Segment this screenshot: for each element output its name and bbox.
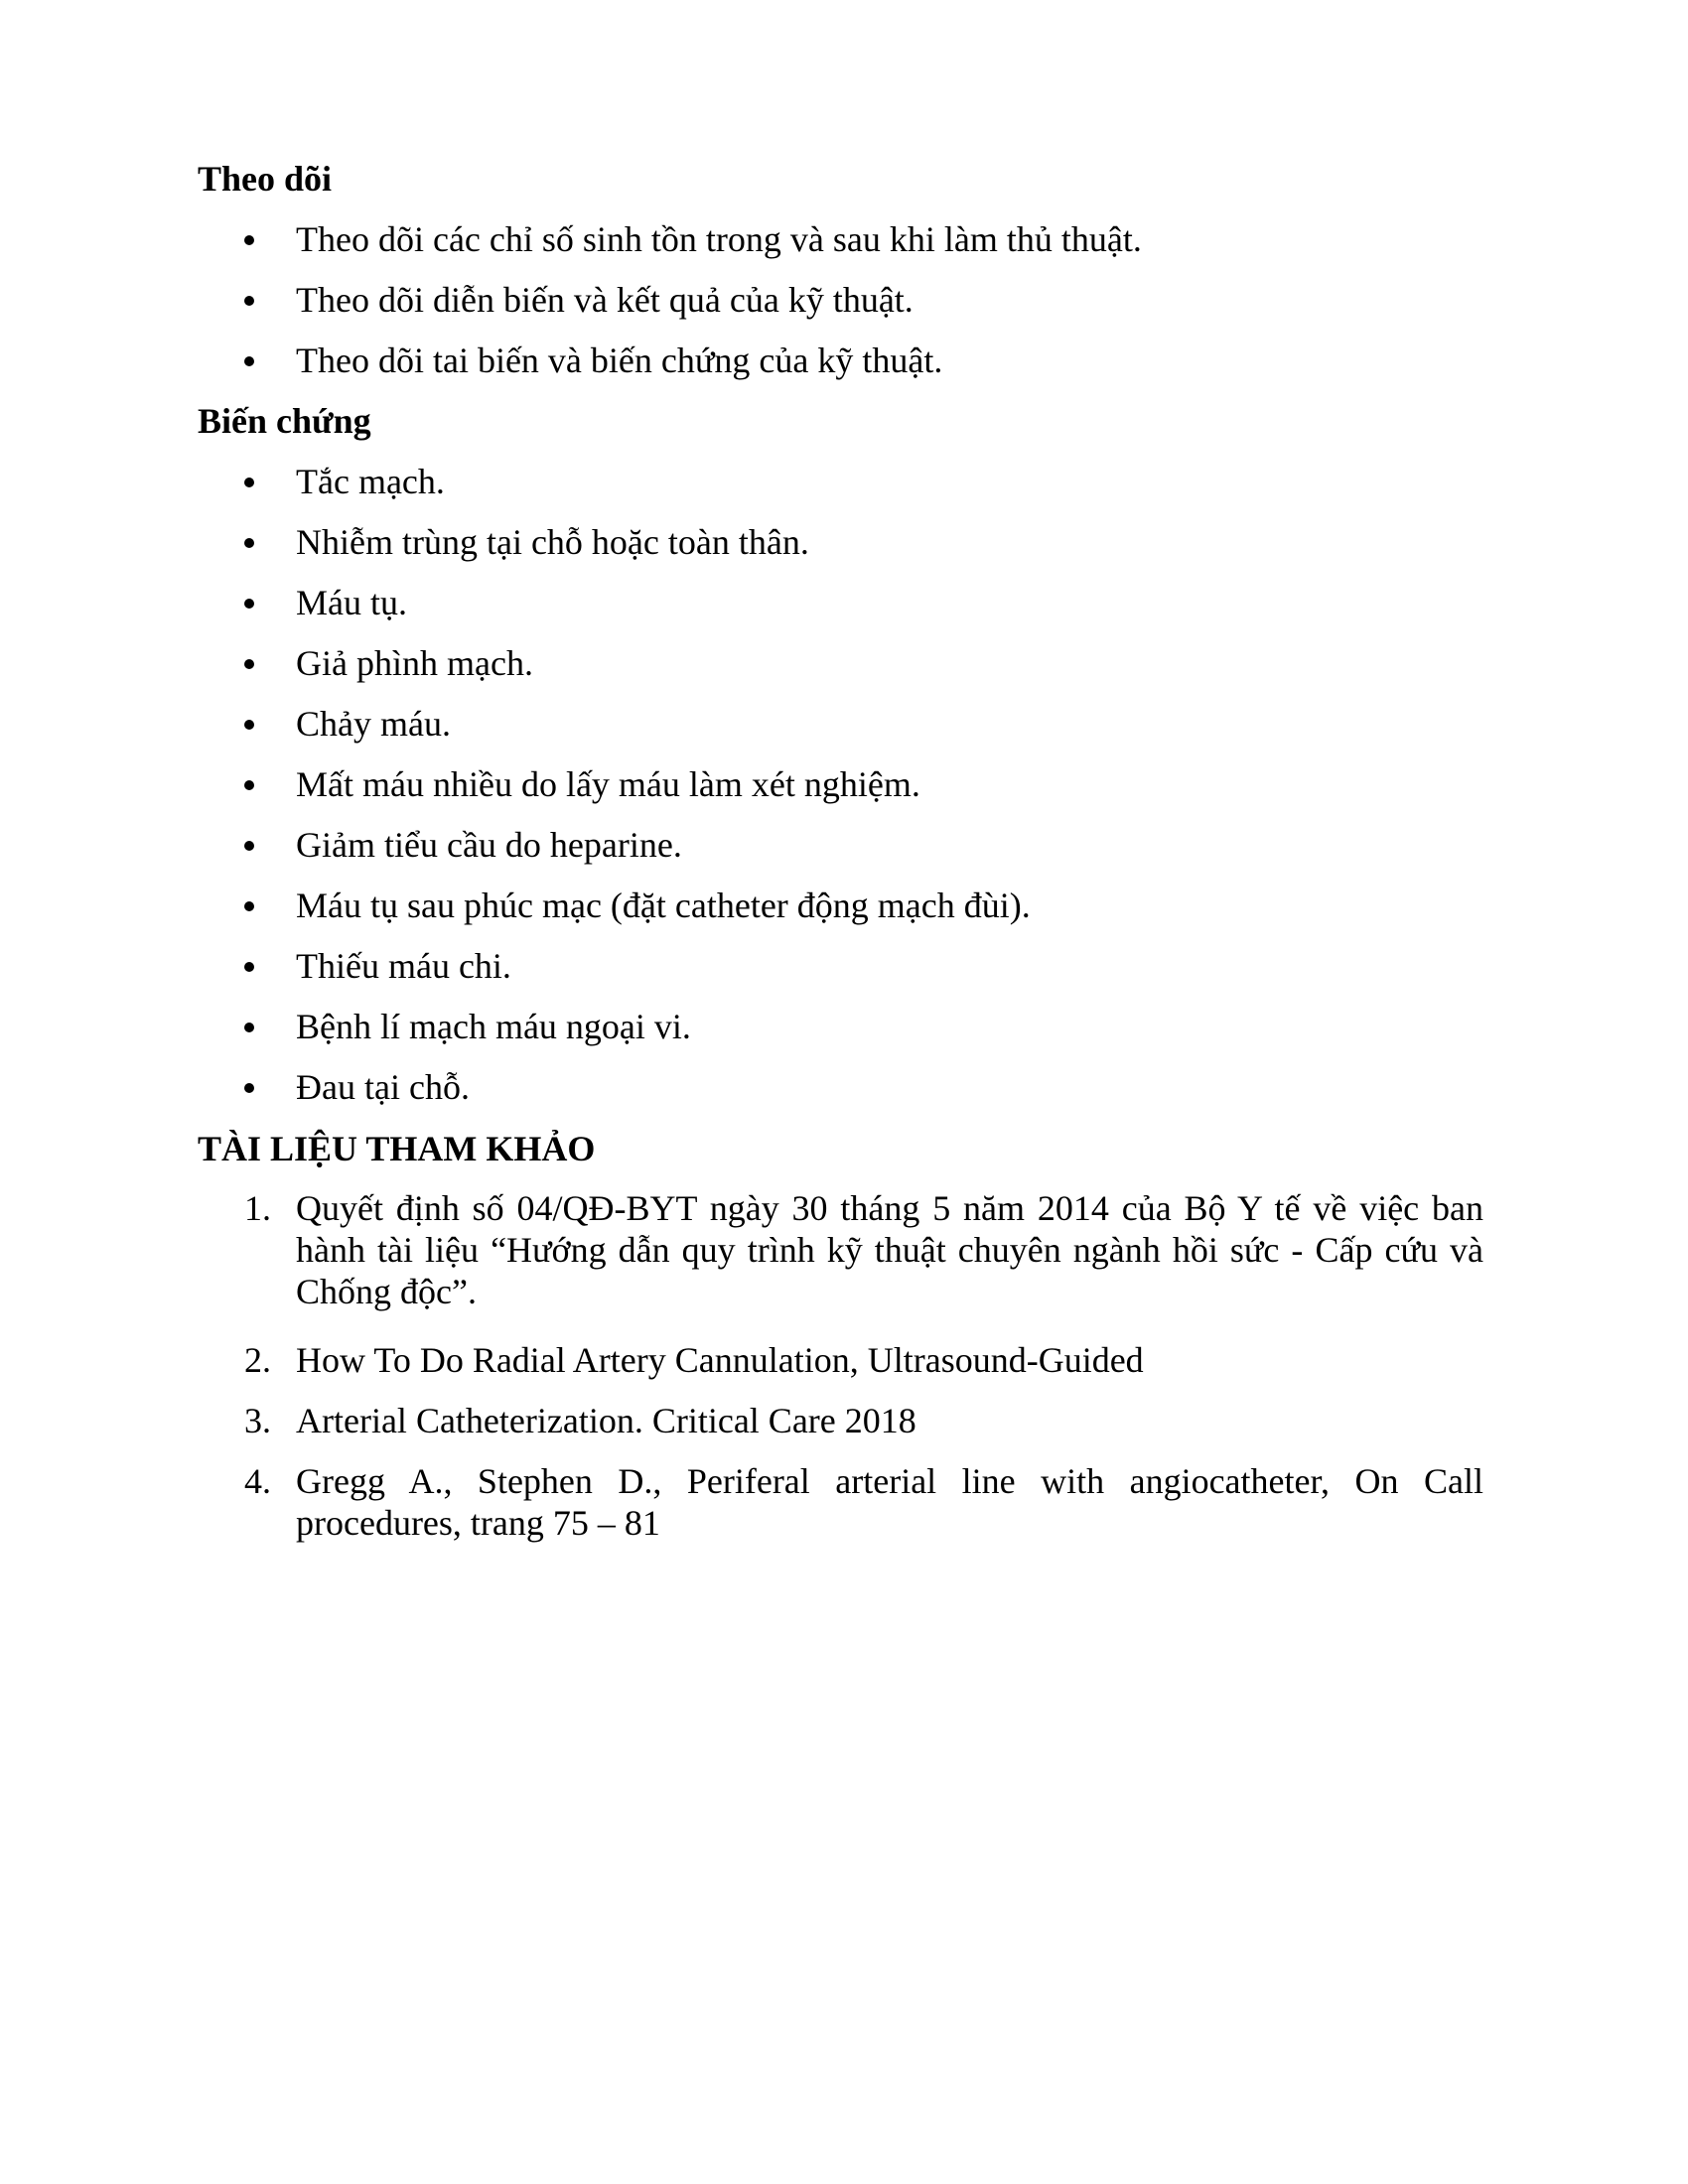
reference-number: 1.: [244, 1188, 271, 1228]
bullet-icon: [244, 962, 254, 972]
monitoring-item: Theo dõi tai biến và biến chứng của kỹ thuật.: [296, 341, 943, 380]
reference-text: Quyết định số 04/QĐ-BYT ngày 30 tháng 5 năm 2014 của Bộ Y tế về việc ban hành tài liệu “Hướng dẫn quy trình kỹ thuật chuyên ngành hồi sức - Cấp cứu và Chống độc”.: [296, 1188, 1483, 1311]
reference-number: 3.: [244, 1401, 271, 1440]
bullet-icon: [244, 901, 254, 911]
bullet-icon: [244, 659, 254, 669]
complication-item: Máu tụ.: [296, 583, 407, 622]
complication-item: Tắc mạch.: [296, 462, 445, 501]
bullet-icon: [244, 720, 254, 730]
monitoring-item: Theo dõi các chỉ số sinh tồn trong và sau khi làm thủ thuật.: [296, 219, 1142, 259]
complication-item: Nhiễm trùng tại chỗ hoặc toàn thân.: [296, 522, 809, 562]
complication-item: Bệnh lí mạch máu ngoại vi.: [296, 1007, 691, 1046]
bullet-icon: [244, 478, 254, 487]
bullet-icon: [244, 841, 254, 851]
complication-item: Thiếu máu chi.: [296, 946, 511, 986]
bullet-icon: [244, 296, 254, 306]
complication-item: Mất máu nhiều do lấy máu làm xét nghiệm.: [296, 764, 920, 804]
complications-heading: Biến chứng: [198, 401, 371, 441]
bullet-icon: [244, 780, 254, 790]
monitoring-item: Theo dõi diễn biến và kết quả của kỹ thuật.: [296, 280, 914, 320]
reference-text: Arterial Catheterization. Critical Care 2018: [296, 1401, 916, 1440]
monitoring-heading: Theo dõi: [198, 159, 333, 199]
bullet-icon: [244, 599, 254, 609]
complication-item: Chảy máu.: [296, 704, 451, 744]
complication-item: Giảm tiểu cầu do heparine.: [296, 825, 682, 865]
complication-item: Máu tụ sau phúc mạc (đặt catheter động mạch đùi).: [296, 886, 1031, 925]
complication-item: Đau tại chỗ.: [296, 1067, 470, 1107]
reference-number: 4.: [244, 1461, 271, 1501]
bullet-icon: [244, 235, 254, 245]
bullet-icon: [244, 538, 254, 548]
reference-text: Gregg A., Stephen D., Periferal arterial line with angiocatheter, On Call procedures, trang 75 – 81: [296, 1461, 1483, 1543]
bullet-icon: [244, 1023, 254, 1032]
reference-text: How To Do Radial Artery Cannulation, Ultrasound-Guided: [296, 1340, 1144, 1380]
complication-item: Giả phình mạch.: [296, 643, 533, 683]
reference-number: 2.: [244, 1340, 271, 1380]
bullet-icon: [244, 1083, 254, 1093]
references-heading: TÀI LIỆU THAM KHẢO: [198, 1129, 596, 1168]
bullet-icon: [244, 356, 254, 366]
